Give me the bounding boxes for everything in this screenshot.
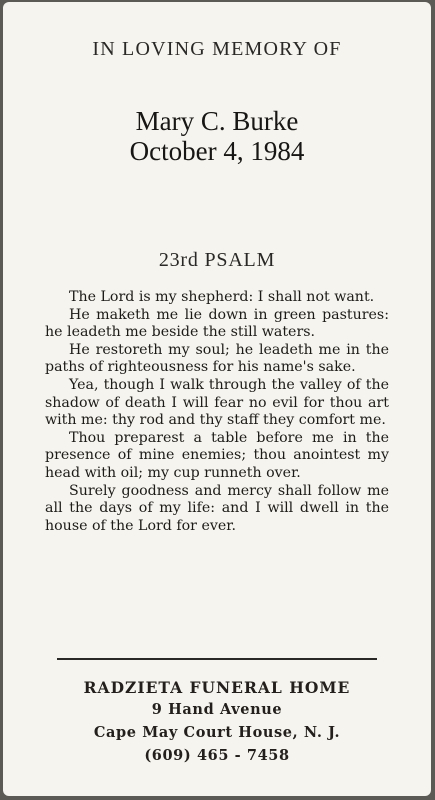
psalm-text xyxy=(45,289,389,535)
memorial-card xyxy=(3,2,431,796)
psalm-verse: Thou preparest a table before me in the presence of mine enemies; thou anointest my head with oil; my cup runneth over. xyxy=(45,429,389,481)
psalm-title: 23rd PSALM xyxy=(158,249,276,271)
memorial-heading: IN LOVING MEMORY OF xyxy=(92,38,342,60)
psalm-verse: He maketh me lie down in green pastures: he leadeth me beside the still waters. xyxy=(45,306,389,341)
psalm-verse: Yea, though I walk through the valley of the shadow of death I will fear no evil for thou art with me: thy rod and thy staff they comfort me. xyxy=(45,376,389,429)
deceased-block xyxy=(3,106,431,166)
deceased-name: Mary C. Burke xyxy=(135,106,299,136)
funeral-home-phone: (609) 465 - 7458 xyxy=(144,747,290,764)
psalm-verse: Surely goodness and mercy shall follow me all the days of my life: and I will dwell in the house of the Lord for ever. xyxy=(45,482,389,534)
funeral-home-block xyxy=(3,678,431,767)
deceased-date: October 4, 1984 xyxy=(129,136,305,166)
funeral-home-name: RADZIETA FUNERAL HOME xyxy=(83,678,351,697)
psalm-verse: He restoreth my soul; he leadeth me in the paths of righteousness for his name's sake. xyxy=(45,341,389,376)
divider-rule xyxy=(57,658,377,660)
psalm-verse: The Lord is my shepherd: I shall not want. xyxy=(69,289,375,305)
funeral-home-city: Cape May Court House, N. J. xyxy=(93,724,341,741)
funeral-home-street: 9 Hand Avenue xyxy=(151,701,283,718)
